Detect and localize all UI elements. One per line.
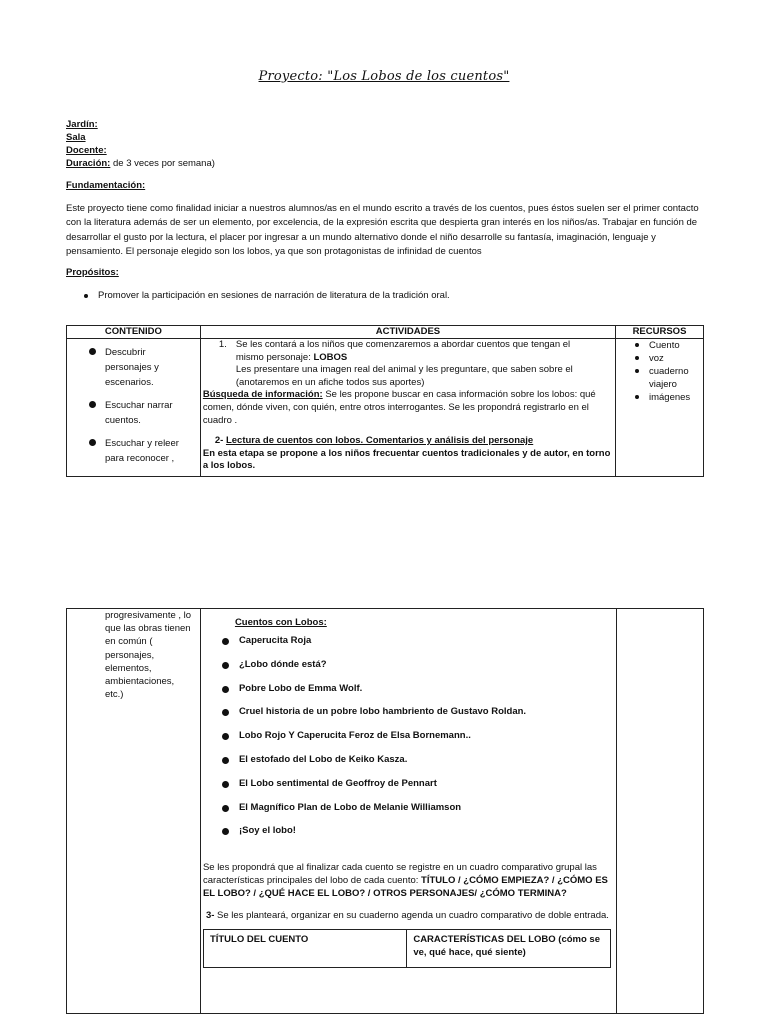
inner-header-titulo: TÍTULO DEL CUENTO [203, 930, 406, 968]
contenido-continued: progresivamente , lo que las obras tienen en común ( personajes, elementos, ambientaciones, etc.) [105, 610, 192, 701]
contenido-line: para reconocer , [105, 453, 175, 464]
cuento-item: Pobre Lobo de Emma Wolf. [222, 683, 614, 707]
recurso-item: imágenes [635, 391, 703, 404]
actividades-cell [200, 339, 615, 477]
activity-line: mismo personaje: [235, 351, 314, 363]
bullet-icon [222, 805, 229, 812]
cuento-item: Caperucita Roja [222, 635, 614, 659]
bullet-icon [635, 356, 639, 360]
activities-table [66, 325, 704, 477]
recursos-cell [615, 339, 703, 477]
inner-header-caracteristicas: CARACTERÍSTICAS DEL LOBO (cómo se ve, qué hace, qué siente) [407, 930, 611, 968]
contenido-cell [67, 339, 201, 477]
cuadro-paragraph [203, 861, 614, 900]
bullet-icon [222, 733, 229, 740]
bullet-icon [89, 401, 96, 408]
contenido-line: cuentos. [105, 415, 141, 426]
bullet-icon [89, 348, 96, 355]
activity-line: Les presentare una imagen real del animal y les preguntare, que saben sobre el [235, 364, 573, 376]
recursos-list [616, 339, 703, 404]
busqueda-paragraph [203, 389, 613, 427]
comparison-table [203, 929, 611, 968]
project-meta [66, 118, 215, 170]
activity-number: 1. [218, 339, 227, 350]
contenido-line: Escuchar y releer [105, 438, 179, 449]
cuento-item: Cruel historia de un pobre lobo hambriento de Gustavo Roldan. [222, 706, 614, 730]
busqueda-text: Se les propone buscar en casa información sobre los lobos: qué comen, dónde viven, con quién, entre otros interrogantes. Se les propondrá registrarlo en el cuadro . [202, 389, 596, 426]
contenido-cell-cont [67, 609, 201, 1014]
recurso-item: cuaderno viajero [635, 365, 703, 391]
actividades-cell-cont [200, 609, 616, 1014]
cuadro-text: Se les propondrá que al finalizar cada cuento se registre en un cuadro comparativo grupal las características principales del lobo de cada cuento: [202, 862, 597, 887]
bullet-icon [222, 757, 229, 764]
sala-label: Sala [66, 132, 86, 143]
bullet-icon [222, 709, 229, 716]
activity-2-title [215, 435, 613, 448]
duracion-value: de 3 veces por semana) [110, 158, 215, 169]
activity-keyword: LOBOS [313, 351, 348, 363]
cuento-item: Lobo Rojo Y Caperucita Feroz de Elsa Bornemann.. [222, 730, 614, 754]
activity-3 [203, 909, 614, 922]
activity-3-text: Se les planteará, organizar en su cuaderno agenda un cuadro comparativo de doble entrada. [214, 910, 609, 922]
contenido-line: Descubrir [105, 347, 146, 358]
contenido-item [89, 398, 200, 428]
bullet-icon [222, 828, 229, 835]
cuentos-heading: Cuentos con Lobos: [234, 617, 327, 628]
bullet-icon [635, 369, 639, 373]
bullet-icon [89, 439, 96, 446]
activity-title: Lectura de cuentos con lobos. Comentarios y análisis del personaje [225, 435, 534, 447]
activity-number: 3- [205, 910, 215, 922]
propositos-heading: Propósitos: [66, 267, 119, 278]
bullet-icon [222, 781, 229, 788]
cuento-item: ¡Soy el lobo! [222, 825, 614, 849]
activities-table-continued [66, 608, 704, 1014]
bullet-icon [222, 686, 229, 693]
bullet-icon [222, 662, 229, 669]
bullet-icon [222, 638, 229, 645]
bullet-icon [635, 343, 639, 347]
recurso-item: voz [635, 352, 703, 365]
contenido-item [89, 436, 200, 466]
busqueda-label: Búsqueda de información: [202, 389, 323, 401]
activity-2-text: En esta etapa se propone a los niños frecuentar cuentos tradicionales y de autor, en torno a los lobos. [202, 447, 611, 472]
bullet-icon [84, 294, 88, 298]
activity-line: Se les contará a los niños que comenzaremos a abordar cuentos que tengan el [235, 339, 571, 350]
propositos-item-text: Promover la participación en sesiones de narración de literatura de la tradición oral. [98, 290, 450, 301]
header-recursos: RECURSOS [615, 326, 703, 339]
bullet-icon [635, 395, 639, 399]
cuento-item: El estofado del Lobo de Keiko Kasza. [222, 754, 614, 778]
fundamentacion-text: Este proyecto tiene como finalidad iniciar a nuestros alumnos/as en el mundo escrito a través de los cuentos, pues éstos suelen ser el primer contacto con la literatura además de ser un elemento, por excelencia, de la expresión escrita que despierta gran interés en los niños/as. Trabajar en función de desarrollar el gusto por la lectura, el placer por ingresar a un mundo alternativo donde el niño desarrolle su fantasía, imaginación, lenguaje y pensamiento. El personaje elegido son los lobos, ya que son protagonistas de infinidad de cuentos [66, 203, 699, 257]
header-actividades: ACTIVIDADES [200, 326, 615, 339]
cuadro-fields: TÍTULO / ¿CÓMO EMPIEZA? / ¿CÓMO ES EL LOBO? / ¿QUÉ HACE EL LOBO? / OTROS PERSONAJES/ ¿CÓMO TERMINA? [202, 875, 608, 900]
contenido-item [89, 345, 200, 390]
activity-1 [219, 339, 613, 389]
cuento-item: ¿Lobo dónde está? [222, 659, 614, 683]
contenido-line: escenarios. [105, 377, 154, 388]
document-title: Proyecto: "Los Lobos de los cuentos" [258, 69, 510, 84]
docente-label: Docente: [66, 145, 107, 156]
header-contenido: CONTENIDO [67, 326, 201, 339]
fundamentacion-heading: Fundamentación: [66, 180, 146, 191]
cuentos-list [203, 635, 614, 849]
activity-number: 2- [214, 435, 226, 447]
activity-line: (anotaremos en un afiche todos sus aportes) [235, 376, 425, 388]
duracion-label: Duración: [66, 158, 111, 169]
contenido-line: Escuchar narrar [105, 400, 173, 411]
recursos-cell-cont [616, 609, 703, 1014]
cuento-item: El Lobo sentimental de Geoffroy de Pennart [222, 778, 614, 802]
propositos-item [84, 290, 450, 301]
contenido-line: personajes y [105, 362, 159, 373]
jardin-label: Jardín: [66, 119, 98, 130]
cuento-item: El Magnífico Plan de Lobo de Melanie Williamson [222, 802, 614, 826]
recurso-item: Cuento [635, 339, 703, 352]
